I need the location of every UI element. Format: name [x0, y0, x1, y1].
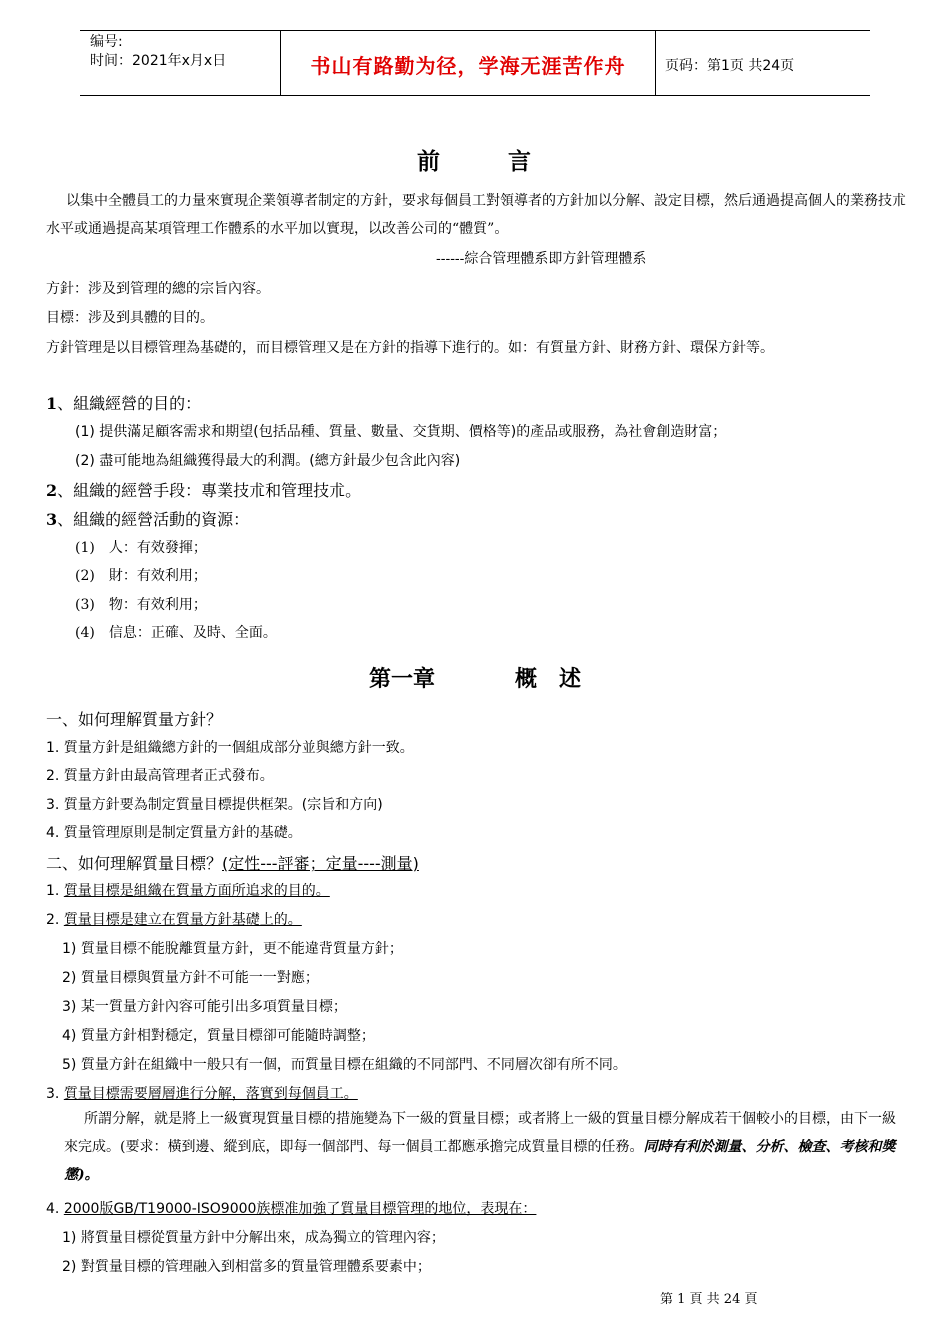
- definition-management: 方針管理是以目標管理為基礎的，而目標管理又是在方針的指導下進行的。如：有質量方針、財務方針、環保方針等。: [46, 340, 774, 356]
- list-item: (2) 盡可能地為組織獲得最大的利潤。(總方針最少包含此內容): [75, 453, 461, 469]
- list-item: (2) 財：有效利用；: [75, 568, 207, 584]
- list-item: (3) 物：有效利用；: [75, 597, 207, 613]
- question-title: 二、如何理解質量目標？: [46, 854, 223, 873]
- definition-policy: 方針：涉及到管理的總的宗旨內容。: [46, 281, 270, 297]
- section-number: 3: [46, 510, 58, 529]
- definition-objective: 目標：涉及到具體的目的。: [46, 310, 214, 326]
- preface-signature: ------綜合管理體系即方針管理體系: [436, 251, 647, 267]
- list-item: (1) 人：有效發揮；: [75, 540, 207, 556]
- question-heading: [46, 851, 419, 874]
- page-footer: 第 1 頁 共 24 頁: [660, 1292, 758, 1307]
- preface-paragraph: 以集中全體員工的力量來實現企業領導者制定的方針，要求每個員工對領導者的方針加以分解、設定目標，然后通過提高個人的業務技朮水平或通過提高某項管理工作體系的水平加以實現，以改善公司的“體質”。: [46, 193, 906, 237]
- question-heading: 一、如何理解質量方針？: [46, 710, 223, 729]
- section-title: 、組織的經營活動的資源：: [57, 510, 250, 529]
- list-item: 3. 質量目標需要層層進行分解，落實到每個員工。: [46, 1086, 358, 1102]
- list-item: (1) 提供滿足顧客需求和期望(包括品種、質量、數量、交貨期、價格等)的產品或服務，為社會創造財富；: [75, 424, 727, 440]
- section-title: 、組織的經營手段：專業技朮和管理技朮。: [57, 481, 362, 500]
- chapter-number: 第一章: [368, 666, 435, 692]
- sub-list-item: 4) 質量方針相對穩定，質量目標卻可能隨時調整；: [62, 1028, 375, 1044]
- emphasis-text: 同時有利於測量、分析、檢查、考核和獎懲)。: [64, 1139, 896, 1183]
- sub-list-item: 2) 對質量目標的管理融入到相當多的質量管理體系要素中；: [62, 1259, 431, 1275]
- preface-title: [0, 143, 950, 176]
- sub-list-item: 5) 質量方針在組織中一般只有一個，而質量目標在組織的不同部門、不同層次卻有所不同。: [62, 1057, 627, 1073]
- sub-list-item: 1) 將質量目標從質量方針中分解出來，成為獨立的管理內容；: [62, 1230, 445, 1246]
- preface-title-a: 前: [417, 148, 442, 175]
- chapter-title: [0, 662, 950, 693]
- header-meta: [90, 33, 226, 71]
- list-item: 4. 質量管理原則是制定質量方針的基礎。: [46, 825, 302, 841]
- section-title: 、組織經營的目的：: [57, 394, 202, 413]
- header-number-label: 编号:: [90, 34, 123, 50]
- explanation-paragraph: 所謂分解，就是將上一級實現質量目標的措施變為下一級的質量目標；或者將上一級的質量目標分解成若干個較小的目標，由下一級來完成。(要求：橫到邊、縱到底，即每一個部門、每一個員工都應承擔完成質量目標的任務。同時有利於測量、分析、檢查、考核和獎懲)。: [64, 1111, 896, 1183]
- preface-title-b: 言: [508, 148, 533, 175]
- list-item: (4) 信息：正確、及時、全面。: [75, 625, 277, 641]
- list-item: 2. 質量目標是建立在質量方針基礎上的。: [46, 912, 302, 928]
- list-item: 2. 質量方針由最高管理者正式發布。: [46, 768, 274, 784]
- section-heading: [46, 507, 249, 530]
- list-item: 1. 質量方針是組織總方針的一個組成部分並與總方針一致。: [46, 740, 414, 756]
- header-time-label: 时间：2021年x月x日: [90, 53, 227, 69]
- header-motto: 书山有路勤为径，学海无涯苦作舟: [310, 54, 626, 78]
- section-number: 2: [46, 481, 58, 500]
- sub-list-item: 3) 某一質量方針內容可能引出多項質量目標；: [62, 999, 347, 1015]
- section-number: 1: [46, 394, 58, 413]
- page-header: [80, 30, 870, 96]
- header-page-label: 页码：第1页 共24页: [665, 58, 795, 74]
- list-item: 3. 質量方針要為制定質量目標提供框架。(宗旨和方向): [46, 797, 383, 813]
- chapter-name: 概 述: [515, 666, 582, 692]
- list-item: 4. 2000版GB/T19000-ISO9000族標准加強了質量目標管理的地位，表現在：: [46, 1201, 537, 1217]
- sub-list-item: 2) 質量目標與質量方針不可能一一對應；: [62, 970, 319, 986]
- sub-list-item: 1) 質量目標不能脫離質量方針，更不能違背質量方針；: [62, 941, 403, 957]
- list-item: 1. 質量目標是組織在質量方面所追求的目的。: [46, 883, 330, 899]
- section-heading: [46, 478, 361, 501]
- section-heading: [46, 391, 201, 414]
- question-note: (定性---評審；定量----測量): [222, 854, 419, 873]
- header-divider: [655, 31, 656, 95]
